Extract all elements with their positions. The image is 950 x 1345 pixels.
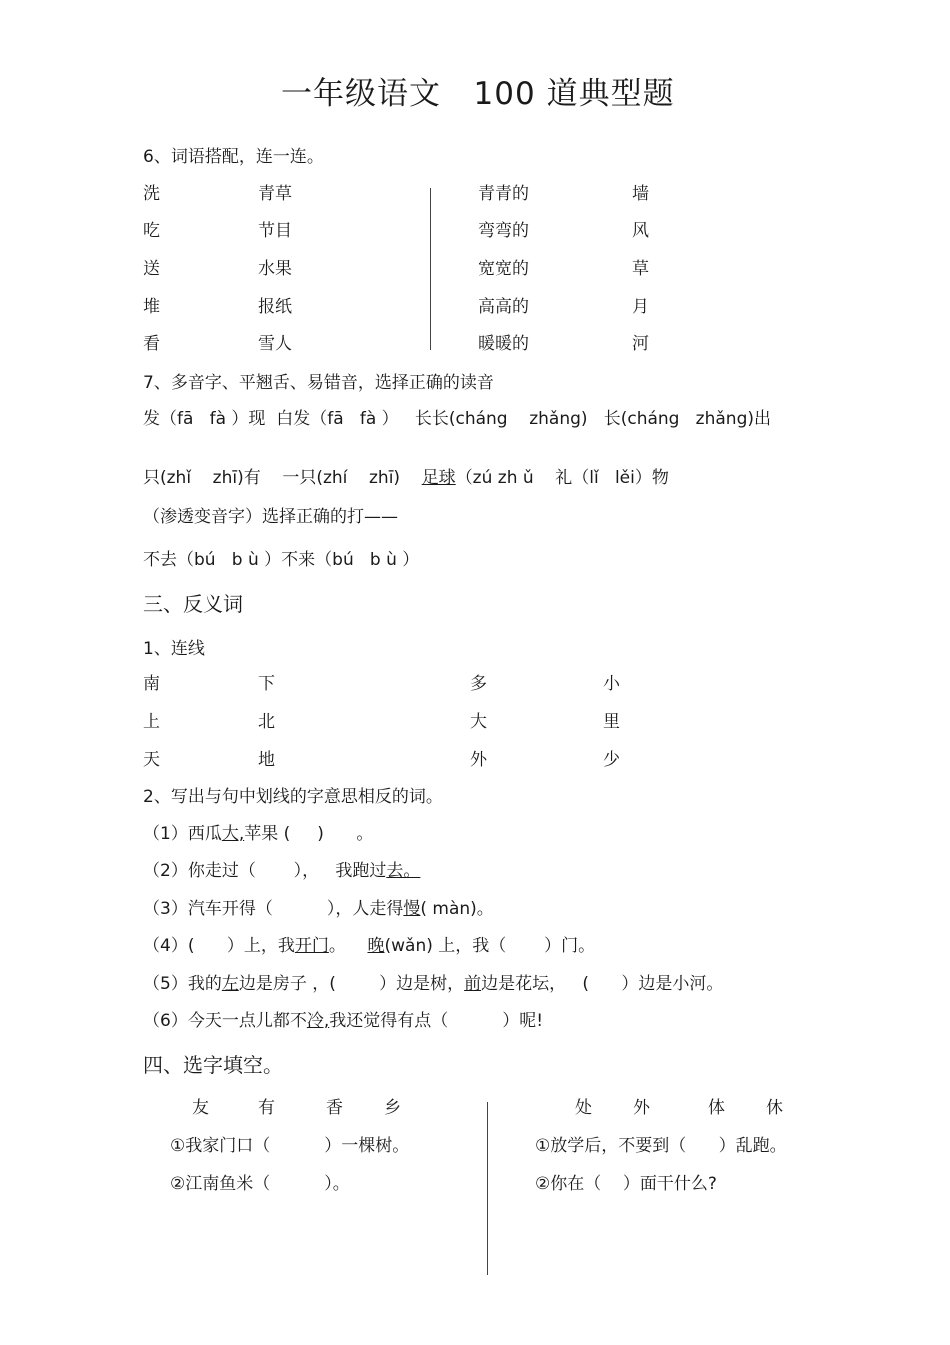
q6-divider [430,188,431,350]
antonym-sentence: （3）汽车开得（ ），人走得慢( màn)。 [143,899,494,919]
choice-char: 休 [766,1098,783,1118]
q6-left-col2-item: 青草 [258,184,292,204]
sec3-q2-heading: 2、写出与句中划线的字意思相反的词。 [143,787,443,807]
fill-sentence: ①放学后，不要到（ ）乱跑。 [535,1136,787,1156]
q7-line: 只(zhǐ zhī)有 一只(zhí zhī) 足球（zú zh ǔ 礼（lǐ lěi）物 [143,468,669,488]
q7-heading: 7、多音字、平翘舌、易错音，选择正确的读音 [143,373,494,393]
choice-char: 体 [708,1098,725,1118]
antonym-sentence: （2）你走过（ ）， 我跑过去。 [143,861,421,881]
q6-left-col1-item: 洗 [143,184,160,204]
choice-char: 有 [258,1098,275,1118]
antonym-sentence: （6）今天一点儿都不冷,我还觉得有点（ ）呢! [143,1011,544,1031]
q6-right-col2-item: 河 [632,334,649,354]
q6-right-col2-item: 风 [632,221,649,241]
q6-right-col1-item: 暖暖的 [478,334,529,354]
antonym-item: 少 [603,750,620,770]
q6-left-col2-item: 雪人 [258,334,292,354]
choice-char: 乡 [384,1098,401,1118]
q7-line: 不去（bú b ù ）不来（bú b ù ） [143,550,420,570]
antonym-item: 地 [258,750,275,770]
q6-right-col1-item: 弯弯的 [478,221,529,241]
antonym-item: 北 [258,712,275,732]
q6-right-col2-item: 月 [632,297,649,317]
antonym-sentence: （1）西瓜大,苹果 ( ) 。 [143,824,374,844]
sec4-divider [487,1102,488,1275]
fill-sentence: ①我家门口（ ）一棵树。 [170,1136,410,1156]
q6-left-col2-item: 报纸 [258,297,292,317]
antonym-item: 大 [470,712,487,732]
antonym-item: 外 [470,750,487,770]
q6-right-col2-item: 草 [632,259,649,279]
antonym-sentence: （4）( ）上，我开门。 晚(wǎn) 上，我（ ）门。 [143,936,596,956]
antonym-item: 小 [603,674,620,694]
q6-heading: 6、词语搭配，连一连。 [143,147,324,167]
q7-line: （渗透变音字）选择正确的打—— [143,507,398,527]
sec3-q1-heading: 1、连线 [143,639,205,659]
fill-sentence: ②江南鱼米（ ）。 [170,1174,350,1194]
antonym-item: 上 [143,712,160,732]
q6-right-col1-item: 高高的 [478,297,529,317]
choice-char: 香 [326,1098,343,1118]
antonym-sentence: （5）我的左边是房子 ，( ）边是树，前边是花坛， ( ）边是小河。 [143,974,724,994]
section-heading: 四、选字填空。 [143,1053,283,1077]
choice-char: 外 [633,1098,650,1118]
q6-left-col1-item: 送 [143,259,160,279]
antonym-item: 多 [470,674,487,694]
antonym-item: 南 [143,674,160,694]
section-heading: 三、反义词 [143,592,243,616]
q6-right-col2-item: 墙 [632,184,649,204]
q6-right-col1-item: 青青的 [478,184,529,204]
page-title: 一年级语文 100 道典型题 [281,76,675,112]
choice-char: 友 [192,1098,209,1118]
q6-left-col1-item: 吃 [143,221,160,241]
q6-right-col1-item: 宽宽的 [478,259,529,279]
q7-line: 发（fā fà ）现 白发（fā fà ） 长长(cháng zhǎng) 长(cháng zhǎng)出 [143,409,771,429]
fill-sentence: ②你在（ ）面干什么? [535,1174,717,1194]
antonym-item: 天 [143,750,160,770]
antonym-item: 下 [258,674,275,694]
q6-left-col2-item: 节目 [258,221,292,241]
q6-left-col1-item: 看 [143,334,160,354]
choice-char: 处 [575,1098,592,1118]
q6-left-col2-item: 水果 [258,259,292,279]
q6-left-col1-item: 堆 [143,297,160,317]
antonym-item: 里 [603,712,620,732]
